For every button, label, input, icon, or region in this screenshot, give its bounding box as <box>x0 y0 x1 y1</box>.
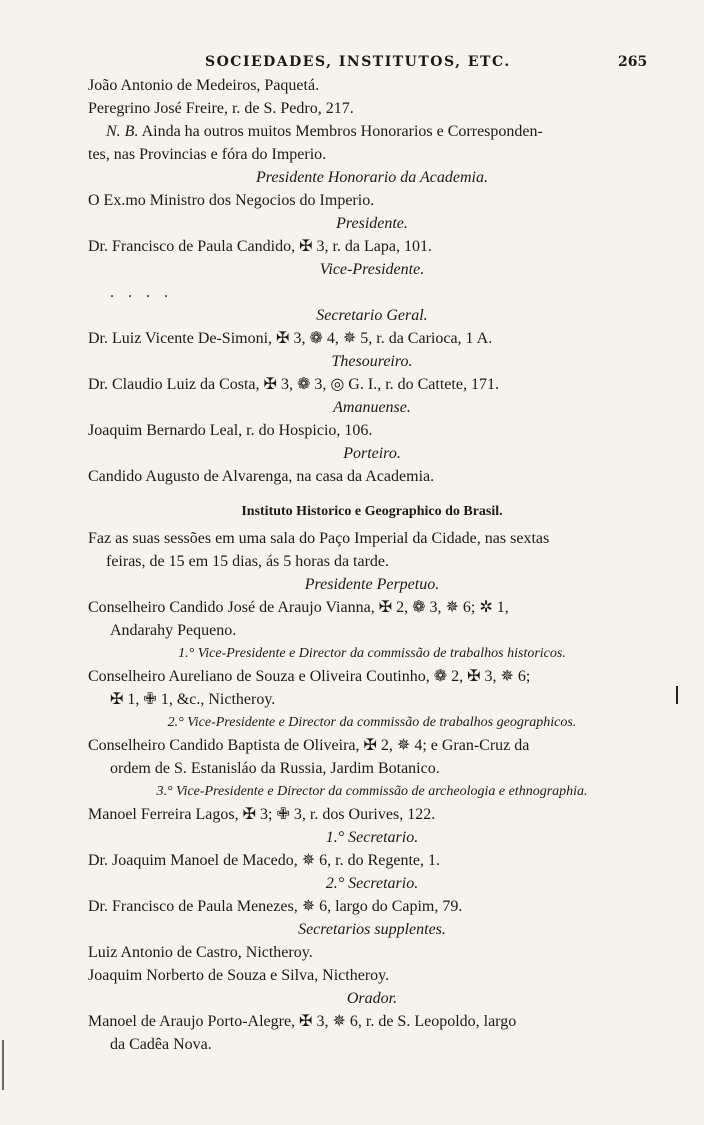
section-heading: Porteiro. <box>343 445 401 462</box>
text-line: Dr. Luiz Vicente De-Simoni, ✠ 3, ❁ 4, ✵ 5, r. da Carioca, 1 A. <box>88 330 493 347</box>
section-heading: 2.° Vice-Presidente e Director da commissão de trabalhos geographicos. <box>167 715 577 730</box>
text-line: Dr. Francisco de Paula Menezes, ✵ 6, largo do Capim, 79. <box>88 898 463 915</box>
text-line: Andarahy Pequeno. <box>110 622 237 639</box>
text-line: Dr. Francisco de Paula Candido, ✠ 3, r. da Lapa, 101. <box>88 238 432 255</box>
section-heading: Vice-Presidente. <box>319 261 425 278</box>
text-line: ✠ 1, ✙ 1, &c., Nictheroy. <box>110 691 276 708</box>
margin-mark <box>676 686 678 704</box>
binding-edge-mark <box>2 1040 4 1090</box>
institute-title: Instituto Historico e Geographico do Brasil. <box>241 504 503 519</box>
section-heading: Presidente Perpetuo. <box>304 576 440 593</box>
section-heading: 3.° Vice-Presidente e Director da commissão de archeologia e ethnographia. <box>156 784 588 799</box>
section-heading: Presidente. <box>336 215 408 232</box>
text-line: Manoel Ferreira Lagos, ✠ 3; ✙ 3, r. dos Ourives, 122. <box>88 806 436 823</box>
page-number: 265 <box>618 54 648 70</box>
text-line: ordem de S. Estanisláo da Russia, Jardim Botanico. <box>110 760 440 777</box>
text-line: Conselheiro Candido José de Araujo Vianna, ✠ 2, ❁ 3, ✵ 6; ✲ 1, <box>88 599 509 616</box>
text-line: da Cadêa Nova. <box>110 1036 212 1053</box>
note-marker: N. B. <box>106 123 139 140</box>
section-heading: Secretario Geral. <box>316 307 428 324</box>
note-text: Ainda ha outros muitos Membros Honorarios e Corresponden- <box>138 123 543 140</box>
text-line: Manoel de Araujo Porto-Alegre, ✠ 3, ✵ 6, r. de S. Leopoldo, largo <box>88 1013 517 1030</box>
section-heading: 1.° Vice-Presidente e Director da commissão de trabalhos historicos. <box>178 646 566 661</box>
section-heading: Amanuense. <box>333 399 411 416</box>
text-line: Joaquim Norberto de Souza e Silva, Nictheroy. <box>88 967 390 984</box>
note-line <box>88 120 656 143</box>
text-line: feiras, de 15 em 15 dias, ás 5 horas da tarde. <box>106 553 390 570</box>
text-line: Peregrino José Freire, r. de S. Pedro, 217. <box>88 100 354 117</box>
text-line: Conselheiro Aureliano de Souza e Oliveira Coutinho, ❁ 2, ✠ 3, ✵ 6; <box>88 668 531 685</box>
text-line: Conselheiro Candido Baptista de Oliveira, ✠ 2, ✵ 4; e Gran-Cruz da <box>88 737 530 754</box>
text-line: Dr. Joaquim Manoel de Macedo, ✵ 6, r. do Regente, 1. <box>88 852 440 869</box>
text-line: João Antonio de Medeiros, Paquetá. <box>88 77 320 94</box>
text-line: Faz as suas sessões em uma sala do Paço Imperial da Cidade, nas sextas <box>88 530 550 547</box>
text-line: Luiz Antonio de Castro, Nictheroy. <box>88 944 313 961</box>
page-header <box>0 50 704 76</box>
body-text <box>88 74 656 1056</box>
text-line: Joaquim Bernardo Leal, r. do Hospicio, 106. <box>88 422 373 439</box>
text-line: Dr. Claudio Luiz da Costa, ✠ 3, ❁ 3, ◎ G. I., r. do Cattete, 171. <box>88 376 499 393</box>
section-heading: 1.° Secretario. <box>325 829 419 846</box>
section-heading: Thesoureiro. <box>331 353 413 370</box>
text-line: Candido Augusto de Alvarenga, na casa da Academia. <box>88 468 435 485</box>
running-head: SOCIEDADES, INSTITUTOS, ETC. <box>205 54 511 70</box>
text-line: tes, nas Provincias e fóra do Imperio. <box>88 146 327 163</box>
section-heading: Secretarios supplentes. <box>298 921 446 938</box>
ellipsis-dots: .... <box>110 284 182 301</box>
section-heading: Presidente Honorario da Academia. <box>256 169 488 186</box>
section-heading: 2.° Secretario. <box>325 875 419 892</box>
text-line: O Ex.mo Ministro dos Negocios do Imperio. <box>88 192 375 209</box>
section-heading: Orador. <box>346 990 398 1007</box>
